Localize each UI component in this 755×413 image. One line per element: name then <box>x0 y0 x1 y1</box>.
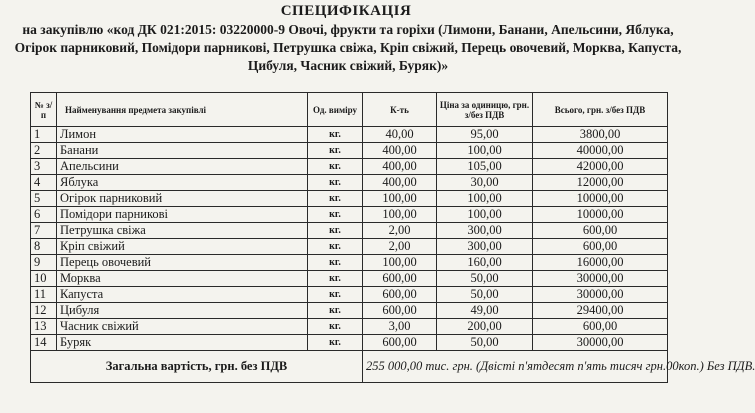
row-qty: 3,00 <box>363 319 437 335</box>
header-qty: К-ть <box>363 93 437 127</box>
row-num: 12 <box>31 303 57 319</box>
row-unit: кг. <box>308 127 363 143</box>
row-qty: 2,00 <box>363 239 437 255</box>
row-unit: кг. <box>308 223 363 239</box>
table-row <box>31 127 668 143</box>
row-total: 29400,00 <box>533 303 668 319</box>
row-total: 42000,00 <box>533 159 668 175</box>
table-row <box>31 207 668 223</box>
row-total: 40000,00 <box>533 143 668 159</box>
row-name: Морква <box>57 271 308 287</box>
row-name: Капуста <box>57 287 308 303</box>
row-unit: кг. <box>308 191 363 207</box>
row-unit: кг. <box>308 287 363 303</box>
header-unit: Од. виміру <box>308 93 363 127</box>
row-num: 14 <box>31 335 57 351</box>
header-price: Ціна за одиницю, грн. з/без ПДВ <box>437 93 533 127</box>
row-qty: 100,00 <box>363 255 437 271</box>
table-row <box>31 287 668 303</box>
table-row <box>31 239 668 255</box>
row-name: Яблука <box>57 175 308 191</box>
row-total: 600,00 <box>533 223 668 239</box>
row-total: 3800,00 <box>533 127 668 143</box>
row-name: Лимон <box>57 127 308 143</box>
row-qty: 600,00 <box>363 271 437 287</box>
row-unit: кг. <box>308 335 363 351</box>
row-name: Помідори парникові <box>57 207 308 223</box>
row-num: 6 <box>31 207 57 223</box>
row-qty: 600,00 <box>363 287 437 303</box>
row-name: Буряк <box>57 335 308 351</box>
row-unit: кг. <box>308 207 363 223</box>
row-qty: 100,00 <box>363 207 437 223</box>
row-price: 160,00 <box>437 255 533 271</box>
row-num: 11 <box>31 287 57 303</box>
header-name: Найменування предмета закупівлі <box>57 93 308 127</box>
table-row <box>31 175 668 191</box>
table-row <box>31 191 668 207</box>
row-price: 300,00 <box>437 239 533 255</box>
table-row <box>31 319 668 335</box>
row-qty: 2,00 <box>363 223 437 239</box>
row-qty: 40,00 <box>363 127 437 143</box>
row-num: 2 <box>31 143 57 159</box>
total-row <box>31 351 668 383</box>
row-unit: кг. <box>308 159 363 175</box>
row-price: 50,00 <box>437 287 533 303</box>
table-row <box>31 159 668 175</box>
row-unit: кг. <box>308 255 363 271</box>
row-total: 16000,00 <box>533 255 668 271</box>
row-unit: кг. <box>308 271 363 287</box>
header-total: Всього, грн. з/без ПДВ <box>533 93 668 127</box>
row-name: Цибуля <box>57 303 308 319</box>
row-unit: кг. <box>308 319 363 335</box>
row-qty: 100,00 <box>363 191 437 207</box>
row-name: Банани <box>57 143 308 159</box>
row-qty: 400,00 <box>363 143 437 159</box>
total-label: Загальна вартість, грн. без ПДВ <box>31 351 363 383</box>
row-qty: 400,00 <box>363 159 437 175</box>
row-price: 105,00 <box>437 159 533 175</box>
row-name: Апельсини <box>57 159 308 175</box>
document-title: СПЕЦИФІКАЦІЯ <box>280 3 412 19</box>
row-total: 600,00 <box>533 319 668 335</box>
table-row <box>31 223 668 239</box>
row-num: 3 <box>31 159 57 175</box>
row-qty: 400,00 <box>363 175 437 191</box>
row-unit: кг. <box>308 143 363 159</box>
row-num: 4 <box>31 175 57 191</box>
row-name: Петрушка свіжа <box>57 223 308 239</box>
row-total: 600,00 <box>533 239 668 255</box>
row-num: 5 <box>31 191 57 207</box>
row-price: 300,00 <box>437 223 533 239</box>
row-price: 95,00 <box>437 127 533 143</box>
row-num: 13 <box>31 319 57 335</box>
row-price: 100,00 <box>437 207 533 223</box>
row-name: Огірок парниковий <box>57 191 308 207</box>
row-qty: 600,00 <box>363 303 437 319</box>
specification-table <box>30 92 755 383</box>
table-row <box>31 335 668 351</box>
row-total: 10000,00 <box>533 207 668 223</box>
table-row <box>31 143 668 159</box>
table-body <box>31 127 668 351</box>
row-num: 7 <box>31 223 57 239</box>
table-header-row <box>31 93 668 127</box>
row-unit: кг. <box>308 175 363 191</box>
row-name: Кріп свіжий <box>57 239 308 255</box>
row-name: Перець овочевий <box>57 255 308 271</box>
row-num: 8 <box>31 239 57 255</box>
row-total: 30000,00 <box>533 335 668 351</box>
row-qty: 600,00 <box>363 335 437 351</box>
row-unit: кг. <box>308 303 363 319</box>
table-row <box>31 303 668 319</box>
total-value: 255 000,00 тис. грн. (Двісті п'ятдесят п'ять тисяч грн.00коп.) Без ПДВ. <box>363 351 668 383</box>
row-price: 49,00 <box>437 303 533 319</box>
row-num: 1 <box>31 127 57 143</box>
row-price: 100,00 <box>437 143 533 159</box>
row-total: 30000,00 <box>533 287 668 303</box>
row-unit: кг. <box>308 239 363 255</box>
row-price: 50,00 <box>437 335 533 351</box>
row-price: 30,00 <box>437 175 533 191</box>
row-total: 10000,00 <box>533 191 668 207</box>
row-total: 12000,00 <box>533 175 668 191</box>
row-name: Часник свіжий <box>57 319 308 335</box>
document-subtitle: на закупівлю «код ДК 021:2015: 03220000-9 Овочі, фрукти та горіхи (Лимони, Банани, Апельсини, Яблука, Огірок парниковий, Помідори парникові, Петрушка свіжа, Кріп свіжий, Перець овочевий, Морква, Капуста, Цибуля, Часник свіжий, Буряк)» <box>14 22 682 73</box>
row-price: 100,00 <box>437 191 533 207</box>
row-price: 200,00 <box>437 319 533 335</box>
row-num: 9 <box>31 255 57 271</box>
row-total: 30000,00 <box>533 271 668 287</box>
table-row <box>31 255 668 271</box>
header-num: № з/п <box>31 93 57 127</box>
row-num: 10 <box>31 271 57 287</box>
row-price: 50,00 <box>437 271 533 287</box>
table-row <box>31 271 668 287</box>
